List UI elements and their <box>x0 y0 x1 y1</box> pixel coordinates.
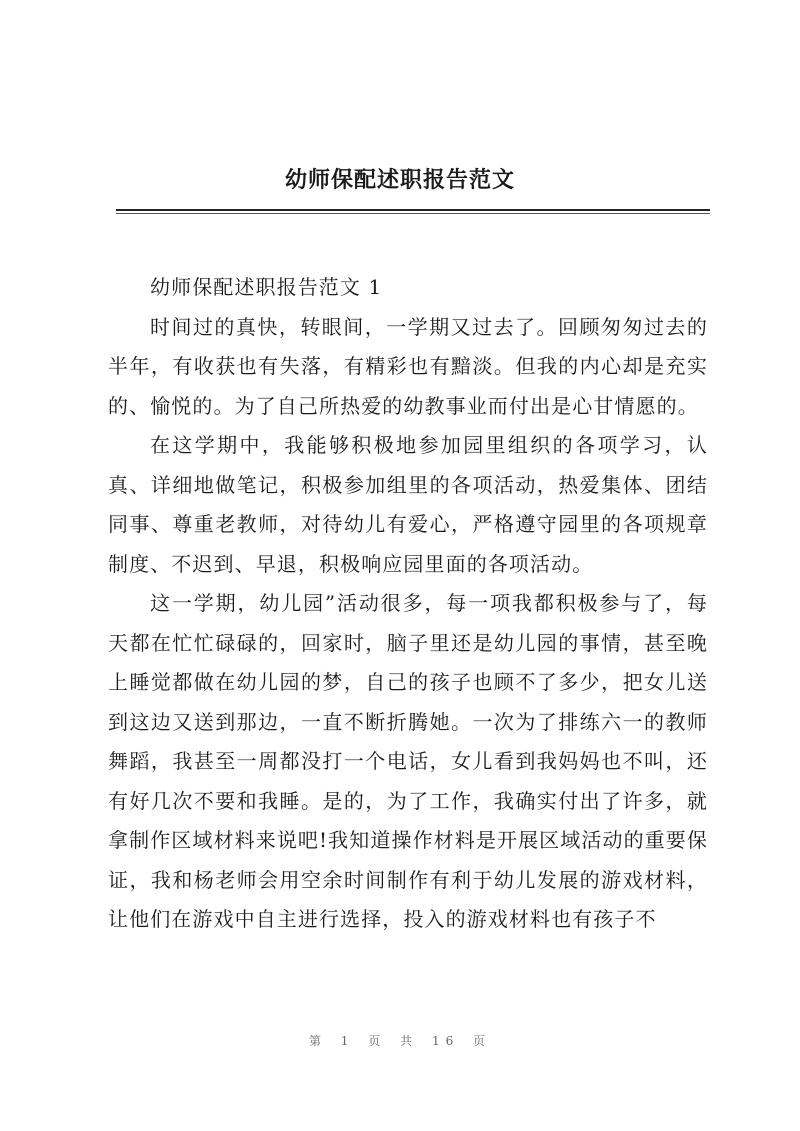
title-underline-thin <box>116 213 710 214</box>
page-footer <box>0 1032 800 1049</box>
footer-page-word: 页 <box>368 1034 387 1048</box>
footer-total-label: 共 <box>400 1034 419 1048</box>
paragraph-1: 时间过的真快，转眼间，一学期又过去了。回顾匆匆过去的半年，有收获也有失落，有精彩也有黯淡。但我的内心却是充实的、愉悦的。为了自己所热爱的幼教事业而付出是心甘情愿的。 <box>108 314 708 418</box>
page-title: 幼师保配述职报告范文 <box>284 167 515 193</box>
paragraph-2: 在这学期中，我能够积极地参加园里组织的各项学习，认真、详细地做笔记，积极参加组里的各项活动，热爱集体、团结同事、尊重老教师，对待幼儿有爱心，严格遵守园里的各项规章制度、不迟到、早退，积极响应园里面的各项活动。 <box>108 433 708 576</box>
footer-page-label: 第 <box>308 1034 327 1048</box>
footer-total-word: 页 <box>473 1034 492 1048</box>
section-heading: 幼师保配述职报告范文 1 <box>150 275 383 299</box>
document-body <box>108 268 708 940</box>
footer-total-pages: 16 <box>431 1034 460 1048</box>
paragraph-3: 这一学期，幼儿园”活动很多，每一项我都积极参与了，每天都在忙忙碌碌的，回家时，脑子里还是幼儿园的事情，甚至晚上睡觉都做在幼儿园的梦，自己的孩子也顾不了多少，把女儿送到这边又送到那边，一直不断折腾她。一次为了排练六一的教师舞蹈，我甚至一周都没打一个电话，女儿看到我妈妈也不叫，还有好几次不要和我睡。是的，为了工作，我确实付出了许多，就拿制作区域材料来说吧!我知道操作材料是开展区域活动的重要保证，我和杨老师会用空余时间制作有利于幼儿发展的游戏材料，让他们在游戏中自主进行选择，投入的游戏材料也有孩子不 <box>108 591 708 931</box>
title-underline <box>116 209 710 211</box>
footer-current-page: 1 <box>340 1034 355 1048</box>
